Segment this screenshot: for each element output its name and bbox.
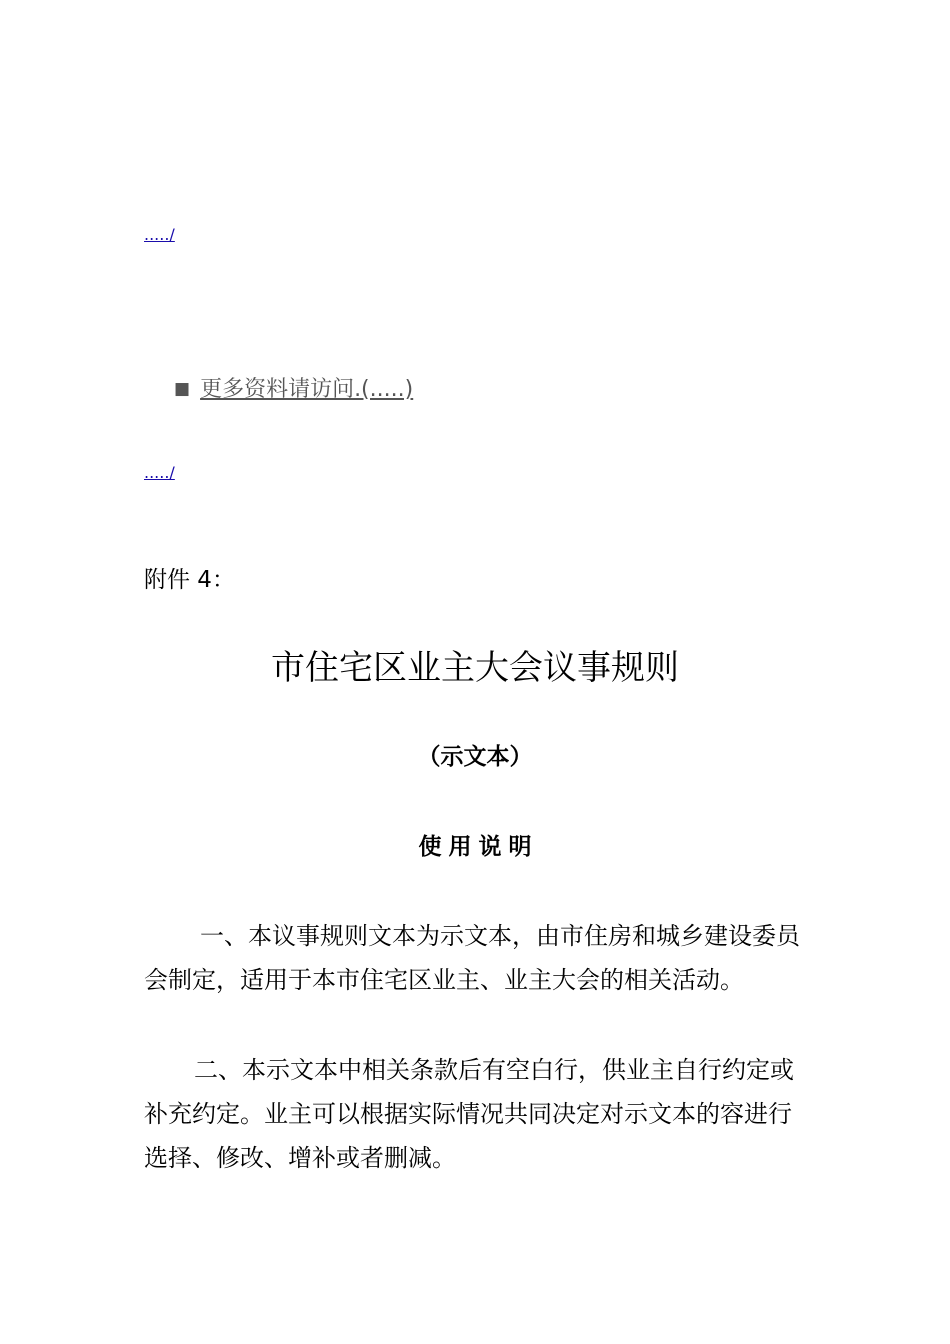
paragraph-1: 一、本议事规则文本为示文本，由市住房和城乡建设委员会制定，适用于本市住宅区业主、业主大会的相关活动。	[144, 922, 800, 994]
more-info-row	[174, 372, 413, 403]
paragraph-2: 二、本示文本中相关条款后有空白行，供业主自行约定或补充约定。业主可以根据实际情况共同决定对示文本的容进行选择、修改、增补或者删减。	[144, 1056, 794, 1172]
document-subtitle: （示文本）	[417, 744, 533, 770]
more-info-link[interactable]: 更多资料请访问.(.....)	[200, 377, 414, 402]
second-link[interactable]: ...../	[144, 463, 175, 482]
top-link[interactable]: ...../	[144, 225, 175, 244]
document-title: 市住宅区业主大会议事规则	[271, 648, 679, 688]
attachment-label: 附件 4：	[144, 567, 235, 593]
square-bullet-icon: ■	[174, 379, 191, 399]
section-heading: 使用说明	[418, 834, 539, 860]
